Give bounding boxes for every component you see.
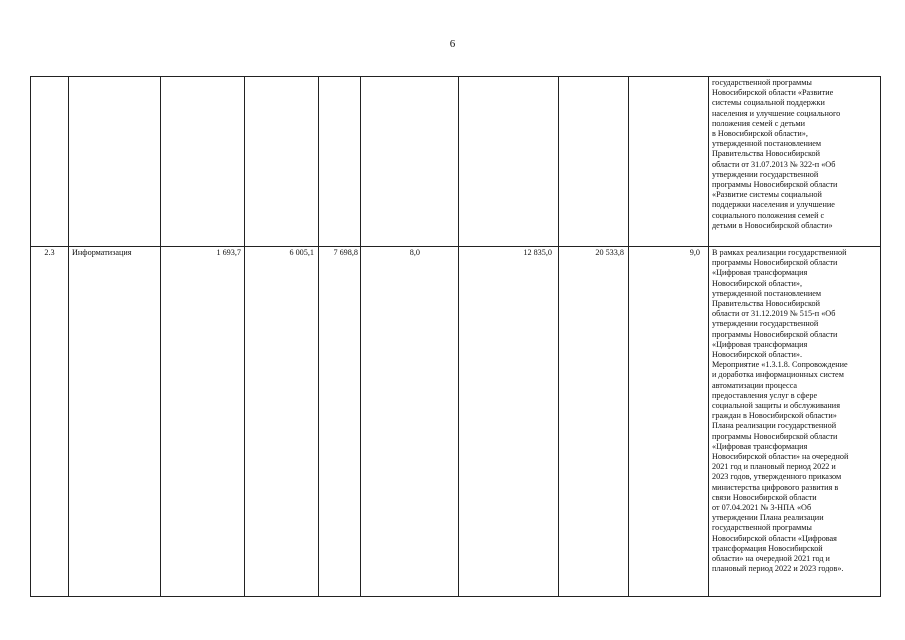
cell-number: [31, 77, 69, 247]
description-line: утверждении государственной: [712, 319, 819, 329]
description-line: социального положения семей с: [712, 210, 825, 220]
cell-value: 9,0: [629, 247, 709, 597]
description-line: в Новосибирской области»,: [712, 129, 808, 139]
description-line: министерства цифрового развития в: [712, 482, 839, 492]
cell-value: 8,0: [361, 247, 459, 597]
cell-value: [161, 77, 245, 247]
cell-value: 20 533,8: [559, 247, 629, 597]
description-line: «Цифровая трансформация: [712, 441, 808, 451]
description-line: автоматизации процесса: [712, 380, 798, 390]
description-line: 2021 год и плановый период 2022 и: [712, 462, 836, 472]
description-line: Новосибирской области «Цифровая: [712, 533, 837, 543]
description-line: области» на очередной 2021 год и: [712, 554, 830, 564]
description-line: программы Новосибирской области: [712, 258, 838, 268]
description-line: Новосибирской области «Развитие: [712, 88, 834, 98]
description-line: «Развитие системы социальной: [712, 190, 822, 200]
table-row: [31, 77, 881, 247]
description-line: детьми в Новосибирской области»: [712, 220, 833, 230]
page-number: 6: [449, 38, 456, 50]
cell-value: [319, 77, 361, 247]
cell-value: [245, 77, 319, 247]
cell-description: [709, 247, 881, 597]
description-line: от 07.04.2021 № 3-НПА «Об: [712, 503, 812, 513]
description-line: утвержденной постановлением: [712, 288, 822, 298]
description-line: В рамках реализации государственной: [712, 248, 847, 257]
description-line: области от 31.07.2013 № 322-п «Об: [712, 159, 836, 169]
description-line: связи Новосибирской области: [712, 492, 817, 502]
cell-value: [559, 77, 629, 247]
description-line: Мероприятие «1.3.1.8. Сопровождение: [712, 360, 848, 370]
description-line: Новосибирской области» на очередной: [712, 452, 849, 462]
description-line: трансформация Новосибирской: [712, 543, 823, 553]
cell-number: 2.3: [31, 247, 69, 597]
description-line: программы Новосибирской области: [712, 329, 838, 339]
description-line: Новосибирской области»,: [712, 278, 802, 288]
cell-value: 12 835,0: [459, 247, 559, 597]
report-table: [30, 76, 881, 597]
description-line: поддержки населения и улучшение: [712, 200, 835, 210]
cell-value: [629, 77, 709, 247]
description-line: государственной программы: [712, 523, 812, 533]
description-line: плановый период 2022 и 2023 годов».: [712, 564, 844, 574]
description-line: утвержденной постановлением: [712, 139, 822, 149]
cell-value: 7 698,8: [319, 247, 361, 597]
cell-name: Информатизация: [69, 247, 161, 597]
description-line: Новосибирской области».: [712, 350, 802, 360]
table-row: [31, 247, 881, 597]
description-line: и доработка информационных систем: [712, 370, 844, 380]
description-line: системы социальной поддержки: [712, 98, 825, 108]
description-line: «Цифровая трансформация: [712, 339, 808, 349]
description-line: населения и улучшение социального: [712, 108, 841, 118]
description-line: утверждении Плана реализации: [712, 513, 824, 523]
description-line: «Цифровая трансформация: [712, 268, 808, 278]
cell-description: [709, 77, 881, 247]
description-line: государственной программы: [712, 78, 812, 87]
description-line: Правительства Новосибирской: [712, 299, 821, 309]
description-line: программы Новосибирской области: [712, 431, 838, 441]
description-line: социальной защиты и обслуживания: [712, 401, 840, 411]
description-line: предоставления услуг в сфере: [712, 390, 818, 400]
cell-value: [361, 77, 459, 247]
description-line: области от 31.12.2019 № 515-п «Об: [712, 309, 836, 319]
description-line: положения семей с детьми: [712, 118, 806, 128]
description-line: Плана реализации государственной: [712, 421, 837, 431]
cell-value: [459, 77, 559, 247]
description-line: граждан в Новосибирской области»: [712, 411, 837, 421]
description-line: 2023 годов, утвержденного приказом: [712, 472, 842, 482]
cell-name: [69, 77, 161, 247]
description-line: Правительства Новосибирской: [712, 149, 821, 159]
cell-value: 6 005,1: [245, 247, 319, 597]
description-line: программы Новосибирской области: [712, 180, 838, 190]
cell-value: 1 693,7: [161, 247, 245, 597]
description-line: утверждении государственной: [712, 169, 819, 179]
